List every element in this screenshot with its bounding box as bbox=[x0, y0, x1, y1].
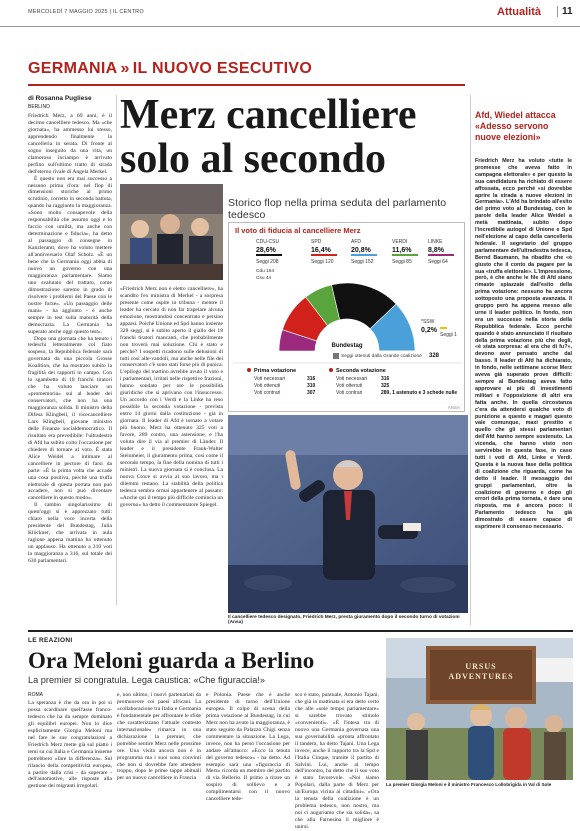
left-paragraph-2: È questo non era mai successo a nessuno prima d'ora: nel flop di dimensioni storiche al primo scrutinio, corretto in seconda battuta, quando ha raggiunto la maggioranza. «Sono molto consapevole della responsabilità che assumo oggi e lo faccio con umiltà, ma anche con determinazione e fiducia», ha detto al passaggio di consegne in Kanzleramt, dove ha voluto mettere all'anniversario Olaf Scholz. «È un bene che la Germania oggi abbia di nuovo un governo con una maggioranza parlamentare. Siamo uno svalutato del trattato, come dimostrazione saremo in grado di risolvere i problemi del Paese con le nostre forze». «Un passaggio delle mani» - ha aggiunto - è anche sempre in test sulla maturità della democrazia. La Germania ha superato anche oggi questo test». bbox=[28, 175, 112, 335]
chart-ssw-seats: Seggi 1 bbox=[440, 332, 457, 338]
article-left-column bbox=[28, 113, 112, 613]
chart-first-vote-row-value: 316 bbox=[307, 376, 316, 382]
chart-color-bar bbox=[256, 254, 282, 256]
chart-percentage-label: 20,8% bbox=[351, 247, 371, 254]
byline-place: BERLINO bbox=[28, 104, 50, 110]
chart-ssw-color bbox=[440, 327, 447, 329]
chart-majority-text: Seggi ottenuti dalla Grande coalizione bbox=[341, 354, 422, 359]
chart-cdu-split: Cdu 164 bbox=[256, 269, 275, 274]
bottom-column-2 bbox=[117, 692, 201, 794]
bottom-column-4-text: sco è stato, puntuale, Antonio Tajani, che già in mattinata si era detto certo che alle «sole tempo parlamentare» si sarebbe trovato stimolo «convenienti». «È l'intesa tra di nuovo una Germania governata una sua governabilità «pronta affrontato il tandem, ha detto Tajani. Una Lega invece, anche il rapporto tra la Spd e l'Italia Cinque, tramite il partito di Salvini. Lui, anche al tempo dell'incontro, ha detto che il suo voto è stato favorevole. «Noi siamo Popolari, dalla parte di Merz per un'Europa vicina ai cittadini». «Ora la tenuta della coalizione è un problema tedesco, non nostro, ma noi ci auguriamo che sia solida», sa che alla Farnesina il migliore è unirsi. bbox=[295, 692, 379, 831]
article-middle-column bbox=[120, 286, 223, 608]
chart-category-label: LINKE bbox=[428, 239, 443, 245]
sidebar bbox=[475, 110, 572, 620]
chart-color-bar bbox=[392, 254, 418, 256]
chart-svg bbox=[229, 223, 466, 413]
chart-color-bar bbox=[311, 254, 337, 256]
bottom-subhead: La premier si congratula. Lega caustica: «Che figuraccia!» bbox=[28, 675, 265, 685]
chart-first-vote-title: Prima votazione bbox=[254, 368, 297, 374]
chart-color-bar bbox=[351, 254, 377, 256]
photo-bundestag-top bbox=[120, 184, 223, 280]
chart-seat-label: Seggi 85 bbox=[392, 259, 412, 265]
chart-ssw-percentage: 0,2% bbox=[421, 327, 437, 334]
photo-caption-main: Il cancelliere tedesco designato, Friedrich Merz, presta giuramento dopo il secondo turno di votazioni (Ansa) bbox=[228, 615, 460, 625]
bottom-column-2-text: e, non ultimo, i nuovi partenariati da promuovere coi paesi africani. La «collaborazione tra Italia e Germania è fondamentale per affrontare le sfide che caratterizzano l'attuale contesto internazionale» rimarca in una dichiarazione la premier, che potrebbe sentire Merz nelle prossime ore. Una visita ancora non è in programma ma i suoi sono convinti che non si dovrebbe fare attendere troppo, dopo le prime tappe abituali per un nuovo cancelliere in Francia bbox=[117, 692, 201, 782]
chart-percentage-label: 16,4% bbox=[311, 247, 331, 254]
chart-seat-label: Seggi 208 bbox=[256, 259, 279, 265]
chart-source: ANSA bbox=[447, 405, 460, 410]
page-number: 11 bbox=[557, 6, 573, 17]
chart-first-vote-dot bbox=[247, 368, 251, 372]
bottom-place: ROMA bbox=[28, 692, 43, 698]
headline-line-1: Merz cancelliere bbox=[120, 92, 417, 138]
section-title: Attualità bbox=[497, 6, 541, 18]
chart-center-label: Bundestag bbox=[331, 343, 363, 349]
chart-color-bar bbox=[428, 254, 454, 256]
chart-category-label: AFD bbox=[351, 239, 361, 245]
chart-category-label: SPD bbox=[311, 239, 322, 245]
chart-first-vote-row-value: 307 bbox=[307, 390, 316, 396]
chart-ssw-label: *SSW bbox=[421, 319, 435, 325]
bottom-column-4 bbox=[295, 692, 379, 831]
bottom-column-1-text: La speranza è che da ora in poi si possa scardinare quell'asse franco-tedesco che ha da sempre dominato gli equilibri europei. Non lo dice esplicitamente Giorgia Meloni ma nel fare le sue congratulazioni a Friedrich Merz mette già sul piatto i temi su cui Italia e Germania insieme potrebbero «fare la differenza». Sul rilancio della competitività europea, a partire dalla crisi - da superare - dell'automotive, alle risposte alla gestione dei migranti irregolari. bbox=[28, 700, 112, 790]
chart-second-vote-row-value: 325 bbox=[381, 383, 390, 389]
chart-csu-split: Csu 44 bbox=[256, 276, 272, 281]
byline-author: di Rosanna Pugliese bbox=[28, 95, 92, 102]
chart-first-vote-row-label: Voti contrari bbox=[254, 390, 281, 396]
chart-seat-label: Seggi 64 bbox=[428, 259, 448, 265]
photo-meloni bbox=[386, 638, 573, 780]
chart-second-vote-row-label: Voti necessari bbox=[336, 376, 368, 382]
chart-majority-value: 328 bbox=[429, 353, 440, 359]
bottom-column-1 bbox=[28, 700, 112, 794]
sidebar-body: Friedrich Merz ha voluto «tutte le promesse che aveva fatto in campagna elettorale» e per questo la sua candidatura ha richiato di essere affossata, ecco perché «si dovrebbe aprire la strada a nuove elezioni in Germania». L'Afd ha brindato all'esito del primo voto al Bundestag, con le parole della leader Alice Weidel a metà mattinata, subito dopo l'incredibile autogol di Unione e Spd nell'elezione al capo della cancelleria federale. Il segretario del gruppo parlamentare dell'ultradestra tedesca, Bernd Baumann, ha ribadito che «è giusto che il conto da pagare per la sua «truffa elettorale». L'impressione, però, è che anche le file di Afd siano rimaste spiazzate dall'esito della prima votazione: nessuno ha ancora sottoposto una proposta avanzata. Il gruppo però ha appena messo alle urne il leader politico. In fondo, non era un successo nella storia della Repubblica federale. Ecco perché quando è stato annunciato il risultato della prima votazione più che degli, «è stata sorpresa: al era che di fu?», devono aver pensato anche dal basso. Il leader di Afd ha dichiarato, in fondo, nelle settimane scorse Merz aveva già superato prove difficili: sempre al Bundestag aveva fatto approvare ai più di investimenti militari e l'opposizione di altri era fatta anche. In quella circostanza c'era da attendersi qualche voto di punizione a questo e magari questo vale comunque, maxi prestito e quello che gli stessi parlamentari dell'Afd hanno sempre sostenuto. La vicenda, che hanno visto non servirebbe in questa fase, in caso tutti i voti di Afd, Linke e Verdi. Questa è la nuova fase della politica di coalizione che riguarda, come ha detto il leader. Il messaggio dei gruppi parlamentari, oltre la coalizione di governo e dopo gli errori della prima tornata, è dare una risposta, ma è ancora poco: il Parlamento tedesco ha già dimostrato di essere capace di esprimere il consenso necessario. bbox=[475, 158, 572, 531]
photo-merz-oath bbox=[228, 415, 468, 613]
chart-first-vote-row-value: 310 bbox=[307, 383, 316, 389]
kicker-country: GERMANIA bbox=[28, 60, 118, 77]
left-paragraph-4: Il cambio singolarissimo di quest'oggi si è apprezzato tutti: chiaro nella voce incerta della presidente del Bundestag, Julia Klöckner, che arrivata in aula ragione appena mattina ha ottenuto un applauso. Ha ottenuto a 310 voti la maggioranza a 316, sul totale dei 630 parlamentari. bbox=[28, 502, 112, 564]
photo-meloni-sign: URSUS ADVENTURES bbox=[448, 662, 514, 681]
chart-second-vote-row-label: Voti contrari bbox=[336, 390, 363, 396]
chart-percentage-label: 11,6% bbox=[392, 247, 412, 254]
chart-seat-label: Seggi 120 bbox=[311, 259, 334, 265]
left-paragraph-1: Friedrich Merz, a 69 anni, è il decimo cancelliere tedesco. Ma «che giornata», ha ammesso lui stesso, apprendendo finalmente la cancelleria in serata. Di fronte al sogno inseguito da una vita, un clamoroso inciampo è arrivato perfino sull'ultimo tratto di strada dell'eterno rivale di Angela Merkel. bbox=[28, 113, 112, 175]
chart-second-vote-row-value: 316 bbox=[381, 376, 390, 382]
chart-second-vote-dot bbox=[329, 368, 333, 372]
chart-box bbox=[228, 222, 465, 412]
photo-meloni-caption: La premier Giorgia Meloni e il ministro Francesco Lollobrigida in Val di Sole bbox=[386, 782, 552, 787]
chart-title: Il voto di fiducia al cancelliere Merz bbox=[235, 226, 361, 235]
column-divider bbox=[116, 95, 117, 605]
kicker-topic: IL NUOVO ESECUTIVO bbox=[132, 60, 313, 77]
header-date-paper: MERCOLEDÌ 7 MAGGIO 2025 | IL CENTRO bbox=[28, 9, 144, 15]
bottom-label: LE REAZIONI bbox=[28, 637, 73, 644]
chart-first-vote-row-label: Voti necessari bbox=[254, 376, 286, 382]
subheadline: Storico flop nella prima seduta del parlamento tedesco bbox=[228, 197, 447, 221]
middle-paragraph-1: «Friedrich Merz non è eletto cancelliere», ha scandito l'ex ministra di Merkel - a sorpresa presente come ospite in tribuna - mentre il leader ha cercato di non far trapelare alcuna emozione, mostrandosi concentrato e persino apparsi. Poiché Unione ed Spd hanno insieme 328 seggi, si è subito aperto il giallo dei 18 franchi tiratori mancanti, che probabilmente non troverà mai soluzione. Chi è stato e perché? I sospetti ricadono sulle delusioni di tutti così alle-vandoli, ma anche nelle file dei conservatori c'è sono stati forse più di punica. L'epilogo del mattino avrebbe avuto il voto e i parlamentari, irritati nelle rispettive frazioni, hanno sondato per ore le possibilità giuridiche che si aprivano con l'insuccesso. Un accordo con i Verdi e la Linke ha reso possibile la seconda votazione - prevista entro 14 giorni dalla costituzione - già in giornata. Il leader di Afd è tornato a votare più buono. Merz ha ottenuto 325 voti a favore, 289 contro, una astensione, e l'ha voluta dire il via al premier di Länder. Il leader e il presidente Frank-Walter Steinmeier, il giuramento prima, così come il secondo tempo, la fine della nomina di tutti i ministri. La nuova giornata si è conclusa. La nuova Croce si avvia al suo lavoro, ma i dilemmi restano. La stabilità della politica tedesca sembra ormai appartenere al passato: «Anche qui il tempo più difficile comincia un governo» ha detto il commentatore Spiegel. bbox=[120, 286, 223, 508]
page-header bbox=[0, 0, 580, 27]
chart-second-vote-row-value: 289, 1 astenuto e 3 schede nulle bbox=[381, 390, 458, 396]
bottom-section-rule bbox=[28, 630, 573, 632]
left-paragraph-3: Dopo una giornata che ha tenuto i tedeschi letteralmente col fiato sospeso, la Repubblica federale sarà governata da una piccola Grosse Koalition, che ha mostrato subito la fragilità dei rapporti in campo. Con lo sgambetto di 18 franchi tiratori che ha voluto lanciare un «promemoria» sui al leader dei conservatori, che non ha una maggioranza solida. Il ministro della Difesa Klingbeil, il vicecancelliere Lars Klingbeil, giovane ministro delle Finanze socialdemocratico. Il risultato era prevedibile: l'ultradestra di Afd ha subito colto l'occasione per chiedere di tornare al voto. È stata Alice Weidel a intimare al cancelliere in pectore di farsi da parte: «È la prima volta che accade una cosa positiva, perché una truffa elettorale di questa portata non può accadere, non si può diventare cancelliere in questo modo». bbox=[28, 335, 112, 502]
kicker-arrows: » bbox=[120, 60, 130, 77]
kicker-rule bbox=[28, 84, 465, 86]
bottom-column-3-text: e Polonia. Paese che è anche presidente di turno dell'Unione europea. Il colpo di scena della prima votazione al Bundestag, in cui Merz non ha avuto la maggioranza, è stato seguito da Palazzo Chigi senza commentare la situazione. La Lega, invece, non ha perso l'occasione per andare all'attacco: «Ecco la tenuta del governo tedesco» - ha detto. Ad esempio sarà una «figuraccia di Merz» ricorda un membro del partito di via Bellerio. Il primo a tirare un sospiro di sollievo e a complimentarsi con il nuovo cancelliere tede- bbox=[206, 692, 290, 803]
chart-second-vote-row-label: Voti ottenuti bbox=[336, 383, 363, 389]
sidebar-title: Afd, Wiedel attacca «Adesso servono nuove elezioni» bbox=[475, 110, 556, 142]
chart-seat-label: Seggi 152 bbox=[351, 259, 374, 265]
bottom-column-3 bbox=[206, 692, 290, 803]
chart-majority-swatch bbox=[333, 353, 339, 359]
sidebar-divider bbox=[470, 95, 471, 625]
headline-line-2: solo al secondo bbox=[120, 136, 387, 182]
chart-category-label: VERDI bbox=[392, 239, 408, 245]
bottom-headline: Ora Meloni guarda a Berlino bbox=[28, 648, 315, 673]
chart-percentage-label: 8,8% bbox=[428, 247, 444, 254]
kicker bbox=[28, 60, 312, 78]
chart-first-vote-row-label: Voti ottenuti bbox=[254, 383, 281, 389]
chart-category-label: CDU-CSU bbox=[256, 239, 280, 245]
chart-second-vote-title: Seconda votazione bbox=[336, 368, 386, 374]
chart-percentage-label: 28,6% bbox=[256, 247, 276, 254]
